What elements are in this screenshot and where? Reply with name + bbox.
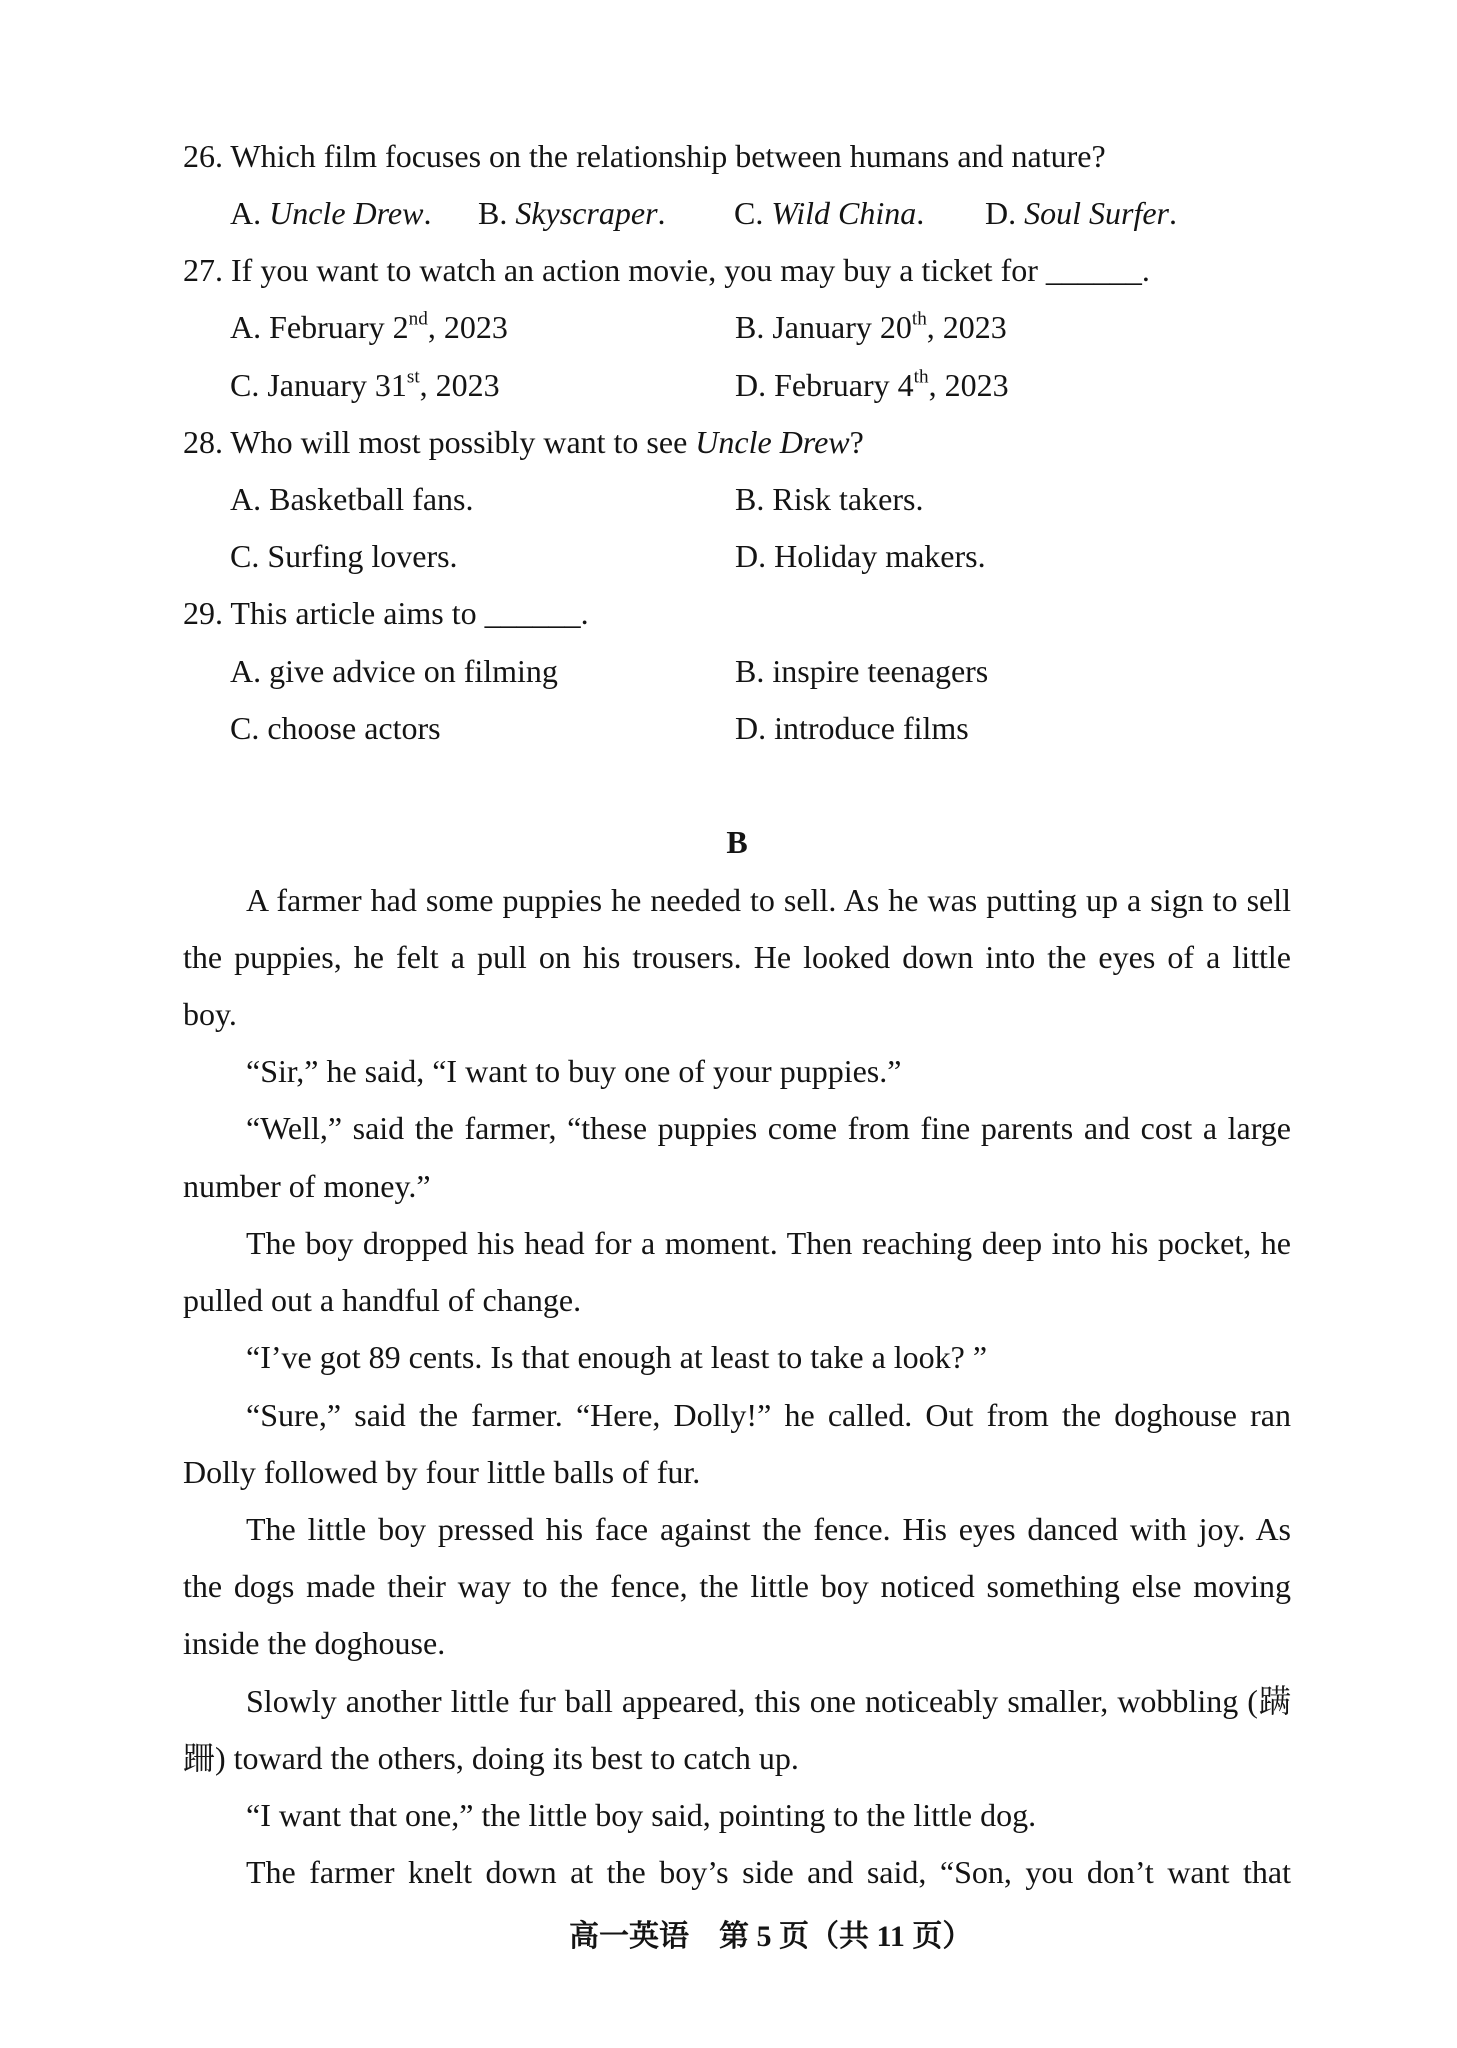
answer-blank: ______: [1045, 252, 1142, 289]
option-letter: A.: [230, 194, 262, 231]
passage-line: Slowly another little fur ball appeared, this one noticeably smaller, wobbling (蹒: [246, 1682, 1292, 1719]
passage-line: “I’ve got 89 cents. Is that enough at least to take a look? ”: [246, 1339, 988, 1376]
passage-line: The boy dropped his head for a moment. Then reaching deep into his pocket, he: [246, 1224, 1291, 1261]
exam-page-content: [183, 128, 1291, 1902]
question-27-options-row-1: [183, 299, 1291, 356]
option-letter: C.: [230, 709, 260, 746]
option-end: .: [657, 194, 666, 231]
option-c: [230, 700, 441, 757]
option-c: [230, 528, 458, 585]
question-28-stem: [183, 414, 1291, 471]
passage-line: pulled out a handful of change.: [183, 1282, 582, 1319]
option-d: [735, 357, 1009, 414]
passage-paragraph: [183, 1673, 1291, 1787]
passage-line: “Well,” said the farmer, “these puppies come from fine parents and cost a large: [246, 1110, 1291, 1147]
stem-end: ?: [849, 423, 864, 460]
question-stem: If you want to watch an action movie, you may buy a ticket for: [231, 252, 1038, 289]
passage-paragraph: [183, 1387, 1291, 1501]
question-number: 28.: [183, 423, 223, 460]
film-title: Wild China: [771, 194, 917, 231]
passage-line: “Sure,” said the farmer. “Here, Dolly!” he called. Out from the doghouse ran: [246, 1396, 1291, 1433]
question-stem: Which film focuses on the relationship between humans and nature?: [230, 137, 1106, 174]
question-stem: This article aims to: [230, 595, 477, 632]
option-text: introduce films: [774, 709, 969, 746]
passage-paragraph: [183, 872, 1291, 1044]
option-date: February 4: [774, 366, 914, 403]
option-letter: D.: [735, 366, 767, 403]
option-letter: D.: [735, 538, 767, 575]
option-text: Basketball fans.: [269, 481, 474, 517]
ordinal-suffix: st: [406, 366, 420, 388]
question-26-stem: [183, 128, 1291, 185]
option-year: , 2023: [427, 309, 508, 346]
option-d: [735, 528, 986, 585]
passage-paragraph: [183, 1787, 1291, 1844]
option-text: Holiday makers.: [774, 538, 986, 575]
option-letter: A.: [230, 652, 262, 689]
option-letter: B.: [478, 194, 508, 231]
option-letter: A.: [230, 481, 262, 517]
film-title: Uncle Drew: [695, 423, 850, 460]
passage-line: “Sir,” he said, “I want to buy one of your puppies.”: [246, 1053, 902, 1090]
passage-line: the puppies, he felt a pull on his trousers. He looked down into the eyes of a little: [183, 938, 1291, 975]
option-year: , 2023: [928, 366, 1009, 403]
option-a: [230, 471, 474, 528]
question-27-stem: [183, 242, 1291, 299]
film-title: Skyscraper: [515, 194, 658, 231]
passage-line: A farmer had some puppies he needed to sell. As he was putting up a sign to sell: [246, 881, 1291, 918]
question-26-options: [183, 185, 1291, 242]
question-number: 29.: [183, 595, 223, 632]
option-text: Surfing lovers.: [267, 538, 458, 575]
option-end: .: [423, 194, 432, 231]
option-letter: C.: [230, 538, 260, 575]
option-a: [230, 185, 431, 242]
passage-paragraph: [183, 1215, 1291, 1329]
option-year: , 2023: [926, 309, 1007, 346]
question-27-options-row-2: [183, 357, 1291, 414]
option-text: Risk takers.: [772, 481, 924, 517]
question-29-options-row-2: [183, 700, 1291, 757]
passage-line: 跚) toward the others, doing its best to catch up.: [183, 1739, 799, 1776]
option-end: .: [916, 194, 925, 231]
question-number: 27.: [183, 252, 223, 289]
passage-line: The little boy pressed his face against the fence. His eyes danced with joy. As: [246, 1510, 1291, 1547]
option-text: inspire teenagers: [772, 652, 989, 689]
option-letter: D.: [735, 709, 767, 746]
question-number: 26.: [183, 137, 223, 174]
passage-paragraph: [183, 1501, 1291, 1673]
option-a: [230, 643, 558, 700]
option-letter: B.: [735, 652, 765, 689]
question-29-stem: [183, 585, 1291, 642]
option-date: February 2: [269, 309, 409, 346]
ordinal-suffix: th: [911, 308, 927, 330]
question-28-options-row-1: [183, 471, 1291, 528]
passage-line: the dogs made their way to the fence, the little boy noticed something else moving: [183, 1568, 1291, 1605]
question-29-options-row-1: [183, 643, 1291, 700]
option-date: January 20: [772, 309, 912, 346]
option-letter: B.: [735, 481, 765, 517]
ordinal-suffix: th: [913, 366, 929, 388]
option-b: [478, 185, 666, 242]
option-date: January 31: [267, 366, 407, 403]
question-28-options-row-2: [183, 528, 1291, 585]
option-c: [734, 185, 924, 242]
option-text: choose actors: [267, 709, 441, 746]
option-text: give advice on filming: [269, 652, 558, 689]
passage-line: inside the doghouse.: [183, 1625, 446, 1662]
stem-end: .: [1141, 252, 1150, 289]
film-title: Soul Surfer: [1024, 194, 1169, 231]
passage-paragraph: [183, 1043, 1291, 1100]
option-letter: B.: [735, 309, 765, 346]
question-stem: Who will most possibly want to see: [230, 423, 688, 460]
option-b: [735, 299, 1007, 356]
stem-end: .: [580, 595, 589, 632]
option-letter: C.: [230, 366, 260, 403]
passage-line: “I want that one,” the little boy said, pointing to the little dog.: [246, 1797, 1037, 1834]
option-c: [230, 357, 500, 414]
passage-line: boy.: [183, 995, 237, 1032]
page-footer: 高一英语 第 5 页（共 11 页）: [569, 1920, 973, 1953]
option-end: .: [1169, 194, 1177, 231]
section-heading: B: [726, 824, 748, 861]
passage-paragraph: [183, 1844, 1291, 1901]
passage-paragraph: [183, 1100, 1291, 1214]
passage-line: number of money.”: [183, 1167, 431, 1204]
option-d: [985, 185, 1177, 242]
film-title: Uncle Drew: [269, 194, 424, 231]
passage-line: Dolly followed by four little balls of fur.: [183, 1453, 701, 1490]
option-letter: D.: [985, 194, 1017, 231]
option-a: [230, 299, 508, 356]
option-letter: A.: [230, 309, 262, 346]
option-letter: C.: [734, 194, 764, 231]
ordinal-suffix: nd: [408, 308, 428, 330]
option-b: [735, 471, 923, 528]
passage-line: The farmer knelt down at the boy’s side and said, “Son, you don’t want that: [246, 1854, 1291, 1891]
answer-blank: ______: [484, 595, 581, 632]
option-b: [735, 643, 988, 700]
option-year: , 2023: [419, 366, 500, 403]
option-d: [735, 700, 969, 757]
section-spacer: [183, 757, 1291, 814]
passage-paragraph: [183, 1329, 1291, 1386]
